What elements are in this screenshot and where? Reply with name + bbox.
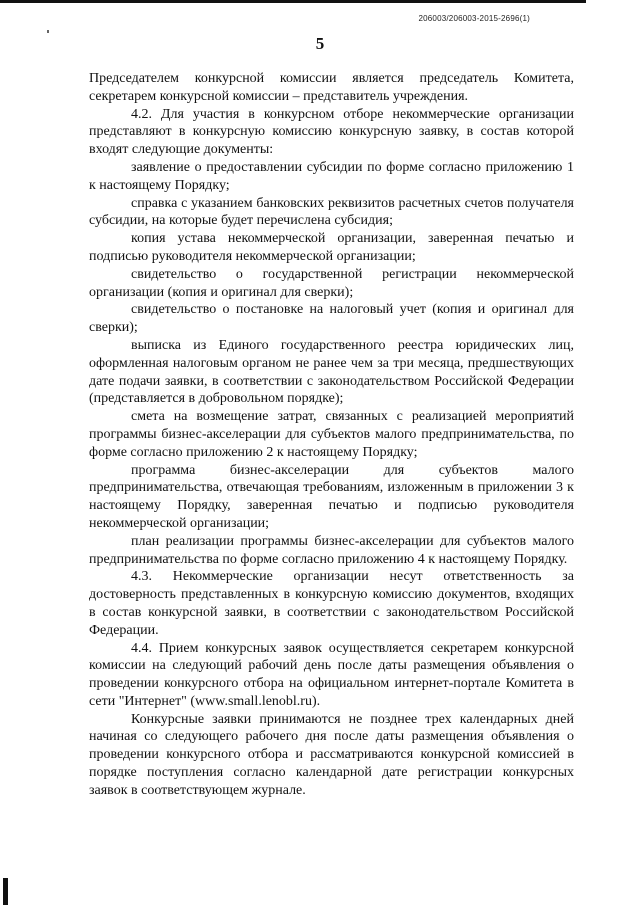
scan-edge-mark (3, 878, 8, 905)
paragraph-deadline: Конкурсные заявки принимаются не позднее трех календарных дней начиная со следующего рабочего дня после даты размещения объявления о проведении конкурсного отбора и рассматриваются конкурсной комиссией в порядке поступления согласно календарной дате регистрации конкурсных заявок в соответствующем журнале. (89, 711, 574, 798)
list-item-registration-certificate: свидетельство о государственной регистрации некоммерческой организации (копия и оригинал для сверки); (89, 266, 574, 300)
list-item-application: заявление о предоставлении субсидии по форме согласно приложению 1 к настоящему Порядку; (89, 159, 574, 193)
scan-speck (47, 30, 49, 33)
list-item-cost-estimate: смета на возмещение затрат, связанных с реализацией мероприятий программы бизнес-акселерации для субъектов малого предпринимательства, по форме согласно приложению 2 к настоящему Порядку; (89, 409, 574, 460)
paragraph-4-4: 4.4. Прием конкурсных заявок осуществляется секретарем конкурсной комиссии на следующий рабочий день после даты размещения объявления о проведении конкурсного отбора на официальном интернет-портале Комитета в сети "Интернет" (www.small.lenobl.ru). (89, 640, 574, 709)
page-number: 5 (315, 34, 325, 53)
list-item-tax-certificate: свидетельство о постановке на налоговый учет (копия и оригинал для сверки); (89, 302, 574, 336)
document-id: 206003/206003-2015-2696(1) (418, 14, 530, 23)
list-item-bank-details: справка с указанием банковских реквизитов расчетных счетов получателя субсидии, на которые будет перечислена субсидия; (89, 195, 574, 229)
paragraph-4-2: 4.2. Для участия в конкурсном отборе некоммерческие организации представляют в конкурсную комиссию конкурсную заявку, в состав которой входят следующие документы: (89, 106, 574, 158)
list-item-register-extract: выписка из Единого государственного реестра юридических лиц, оформленная налоговым органом не ранее чем за три месяца, предшествующих дате подачи заявки, в соответствии с законодательством Российской Федерации (представляется в добровольном порядке); (89, 337, 574, 407)
top-border-line (0, 0, 586, 3)
list-item-charter-copy: копия устава некоммерческой организации, заверенная печатью и подписью руководителя некоммерческой организации; (89, 231, 574, 264)
paragraph-commission-chair: Председателем конкурсной комиссии является председатель Комитета, секретарем конкурсной комиссии – представитель учреждения. (89, 71, 574, 104)
document-body (89, 70, 574, 800)
list-item-implementation-plan: план реализации программы бизнес-акселерации для субъектов малого предпринимательства по форме согласно приложению 4 к настоящему Порядку. (89, 533, 574, 567)
paragraph-4-3: 4.3. Некоммерческие организации несут ответственность за достоверность представленных в конкурсную комиссию документов, входящих в состав конкурсной заявки, в соответствии с законодательством Российской Федерации. (89, 569, 574, 638)
list-item-acceleration-program: программа бизнес-акселерации для субъектов малого предпринимательства, отвечающая требованиям, изложенным в приложении 3 к настоящему Порядку, заверенная печатью и подписью руководителя некоммерческой организации; (89, 462, 574, 531)
